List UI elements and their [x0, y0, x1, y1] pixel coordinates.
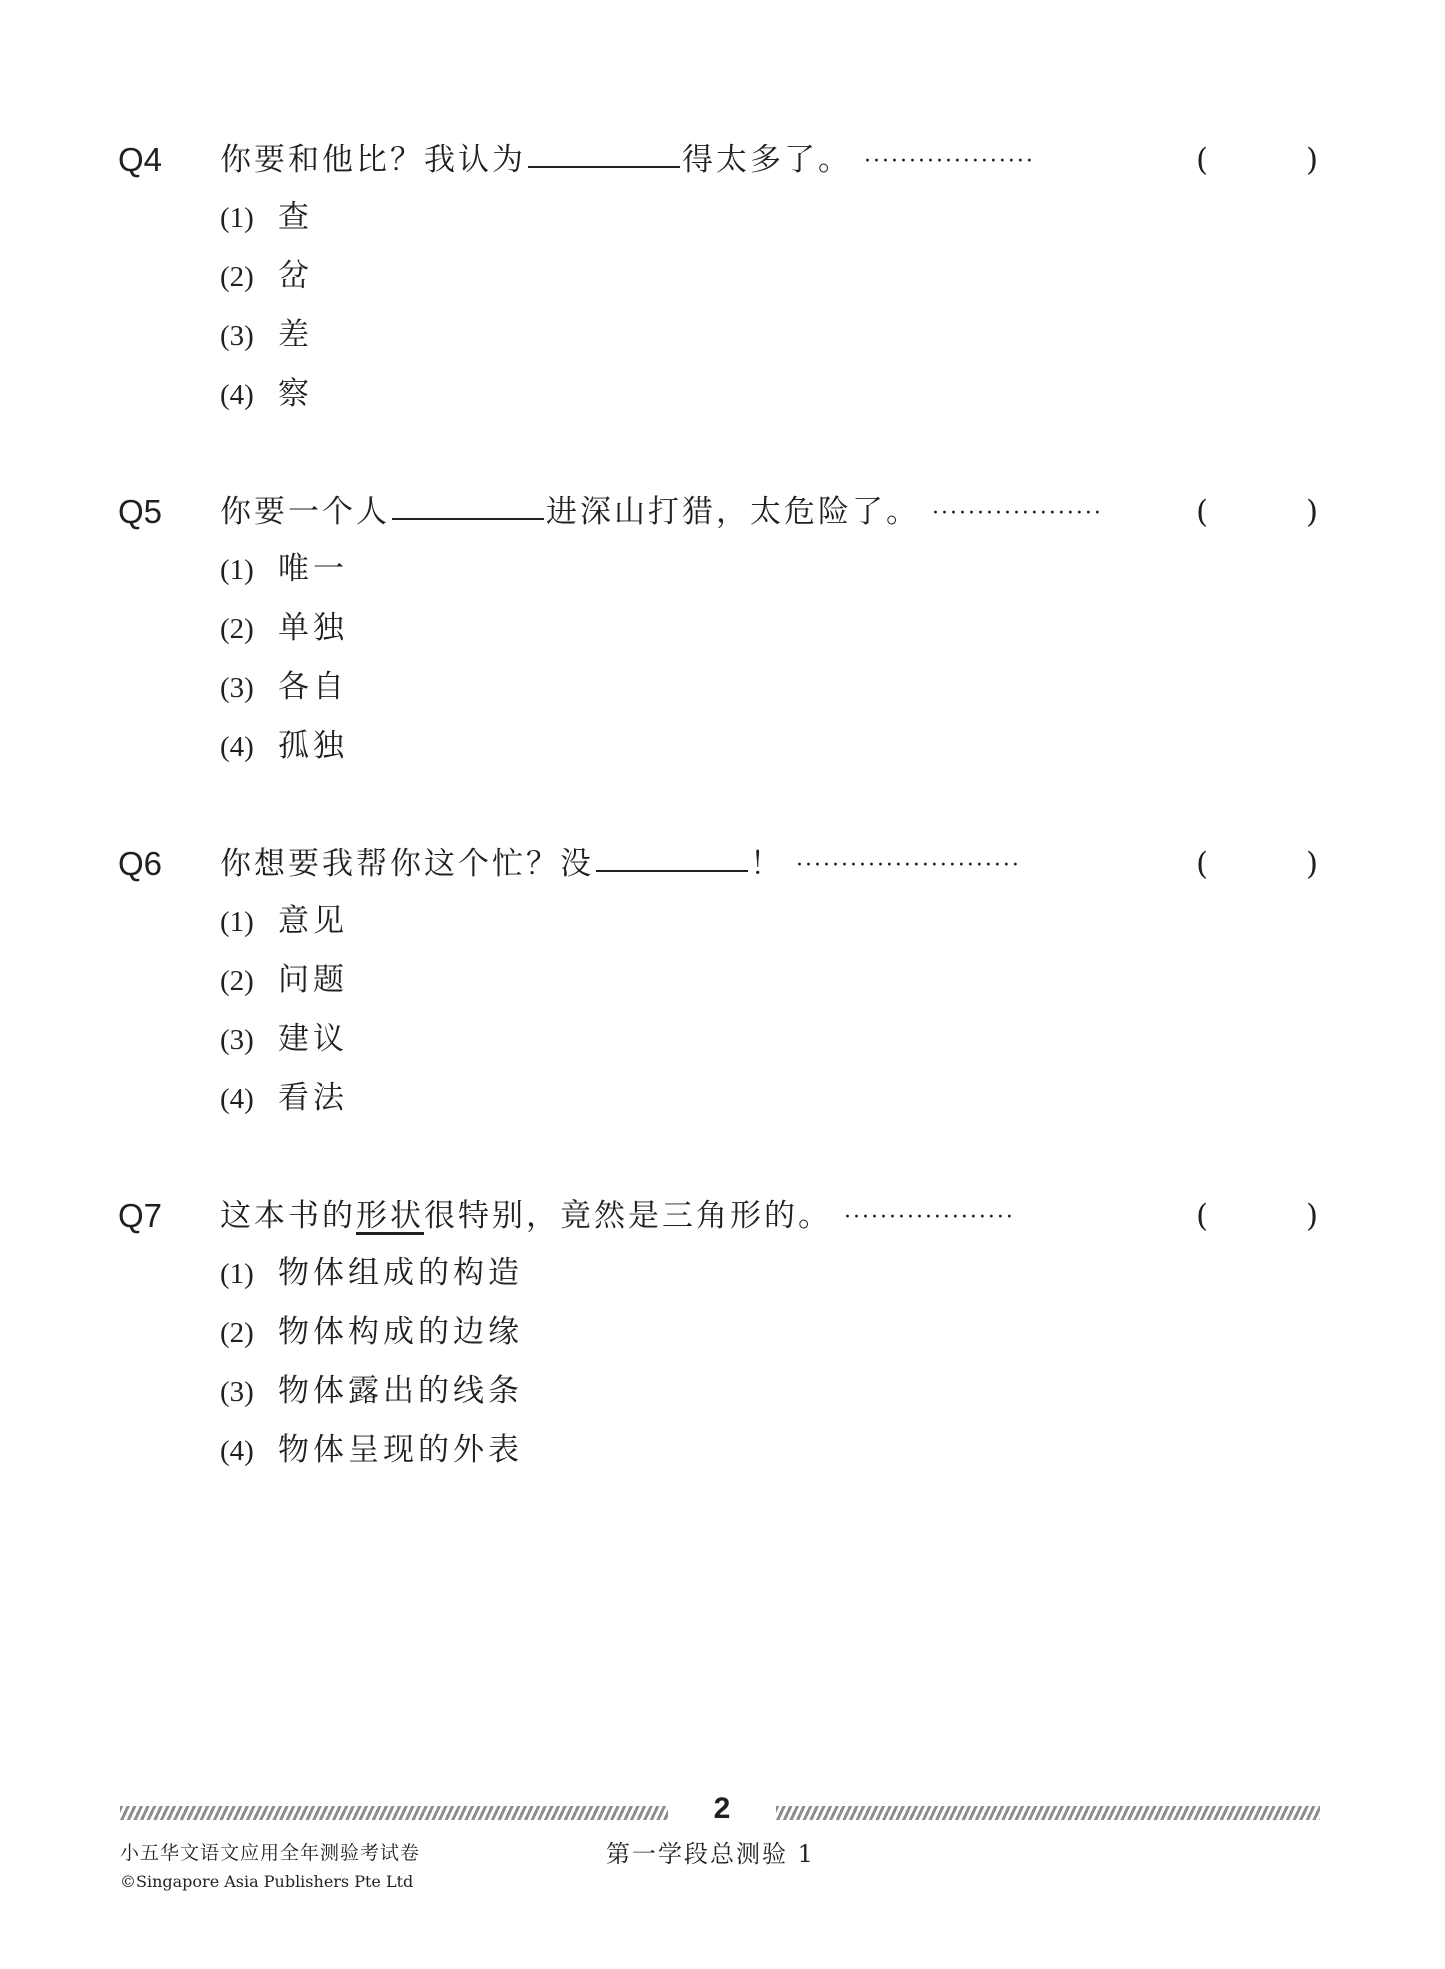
question-text — [220, 482, 1103, 544]
answer-paren-open: ( — [1196, 142, 1209, 178]
option-text: 孤独 — [278, 728, 348, 764]
option-item — [220, 1010, 348, 1069]
answer-paren-close: ) — [1306, 494, 1319, 530]
option-number: (1) — [220, 906, 254, 938]
option-number: (2) — [220, 261, 254, 293]
option-text: 意见 — [278, 903, 348, 939]
option-text: 各自 — [278, 669, 348, 705]
option-item — [220, 599, 348, 658]
option-number: (2) — [220, 965, 254, 997]
leader-dots: ························· — [796, 852, 1021, 878]
leader-dots: ··················· — [844, 1204, 1015, 1230]
option-number: (1) — [220, 1258, 254, 1290]
question-text-before: 你要一个人 — [220, 494, 390, 530]
option-text: 差 — [278, 317, 313, 353]
leader-dots: ··················· — [864, 148, 1035, 174]
question-q5 — [118, 482, 1328, 764]
option-item — [220, 365, 313, 424]
option-item — [220, 1421, 523, 1480]
option-number: (4) — [220, 1435, 254, 1467]
answer-blank — [392, 517, 544, 520]
answer-paren-open: ( — [1196, 846, 1209, 882]
question-text-before: 你要和他比？我认为 — [220, 142, 526, 178]
question-line — [118, 834, 1328, 894]
option-item — [220, 1303, 523, 1362]
option-number: (3) — [220, 672, 254, 704]
option-number: (1) — [220, 554, 254, 586]
question-q4 — [118, 130, 1328, 412]
options-list — [220, 1244, 523, 1480]
answer-blank — [528, 165, 680, 168]
option-number: (1) — [220, 202, 254, 234]
option-number: (4) — [220, 1083, 254, 1115]
footer-book-title: 小五华文语文应用全年测验考试卷 — [120, 1842, 421, 1864]
option-number: (2) — [220, 1317, 254, 1349]
option-number: (3) — [220, 320, 254, 352]
option-item — [220, 658, 348, 717]
question-number: Q5 — [118, 493, 163, 530]
leader-dots: ··················· — [932, 500, 1103, 526]
question-text — [220, 130, 1035, 192]
option-item — [220, 1069, 348, 1128]
answer-blank — [596, 869, 748, 872]
options-list — [220, 892, 348, 1128]
footer-hatch-left — [120, 1806, 668, 1820]
option-text: 单独 — [278, 610, 348, 646]
option-text: 查 — [278, 199, 313, 235]
question-q6 — [118, 834, 1328, 1116]
option-text: 看法 — [278, 1080, 348, 1116]
answer-paren-open: ( — [1196, 494, 1209, 530]
question-number: Q4 — [118, 141, 163, 178]
question-number: Q6 — [118, 845, 163, 882]
option-text: 问题 — [278, 962, 348, 998]
option-text: 岔 — [278, 258, 313, 294]
answer-paren-open: ( — [1196, 1198, 1209, 1234]
answer-paren-close: ) — [1306, 846, 1319, 882]
option-number: (4) — [220, 379, 254, 411]
option-item — [220, 717, 348, 776]
option-text: 察 — [278, 376, 313, 412]
answer-paren-close: ) — [1306, 142, 1319, 178]
question-text-after: ！ — [750, 846, 784, 882]
option-text: 物体呈现的外表 — [278, 1432, 523, 1468]
question-text-after: 很特别，竟然是三角形的。 — [424, 1198, 832, 1234]
question-text-before: 你想要我帮你这个忙？没 — [220, 846, 594, 882]
option-item — [220, 951, 348, 1010]
question-line — [118, 1186, 1328, 1246]
option-item — [220, 1244, 523, 1303]
option-number: (3) — [220, 1376, 254, 1408]
question-text — [220, 1186, 1015, 1248]
option-item — [220, 1362, 523, 1421]
footer-copyright: ©Singapore Asia Publishers Pte Ltd — [120, 1872, 414, 1891]
option-number: (4) — [220, 731, 254, 763]
question-line — [118, 482, 1328, 542]
question-text-after: 进深山打猎，太危险了。 — [546, 494, 920, 530]
option-item — [220, 306, 313, 365]
page-number: 2 — [713, 1792, 731, 1825]
option-item — [220, 247, 313, 306]
question-text-before: 这本书的 — [220, 1198, 356, 1234]
question-number: Q7 — [118, 1197, 163, 1234]
option-text: 物体组成的构造 — [278, 1255, 523, 1291]
option-text: 物体构成的边缘 — [278, 1314, 523, 1350]
option-text: 唯一 — [278, 551, 348, 587]
question-q7 — [118, 1186, 1328, 1468]
option-number: (2) — [220, 613, 254, 645]
option-item — [220, 540, 348, 599]
question-text — [220, 834, 1021, 896]
option-text: 物体露出的线条 — [278, 1373, 523, 1409]
question-line — [118, 130, 1328, 190]
option-item — [220, 892, 348, 951]
options-list — [220, 540, 348, 776]
footer-section-title: 第一学段总测验 1 — [606, 1840, 815, 1868]
question-text-after: 得太多了。 — [682, 142, 852, 178]
options-list — [220, 188, 313, 424]
option-number: (3) — [220, 1024, 254, 1056]
footer-hatch-right — [776, 1806, 1320, 1820]
option-item — [220, 188, 313, 247]
underlined-word: 形状 — [356, 1198, 424, 1234]
option-text: 建议 — [278, 1021, 348, 1057]
answer-paren-close: ) — [1306, 1198, 1319, 1234]
